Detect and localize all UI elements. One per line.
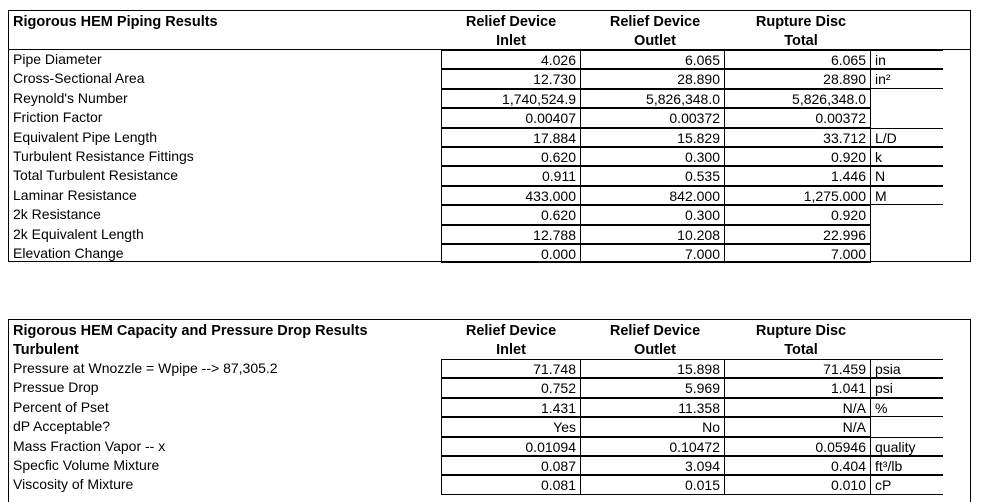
total-value: 0.404 — [725, 456, 871, 475]
row-label: Equivalent Pipe Length — [13, 128, 157, 145]
piping-col1-header: Relief Device Inlet — [465, 14, 557, 49]
row-label: dP Acceptable? — [13, 418, 111, 435]
capacity-col3-header: Rupture Disc Total — [755, 323, 847, 358]
inlet-value: 12.788 — [441, 225, 581, 244]
outlet-value: 10.208 — [581, 225, 725, 244]
total-value: 71.459 — [725, 359, 871, 378]
row-label: Percent of Pset — [13, 398, 109, 415]
total-value: 1.446 — [725, 166, 871, 185]
inlet-value: 433.000 — [441, 186, 581, 205]
row-label: Pressue Drop — [13, 379, 99, 396]
row-label: Reynold's Number — [13, 89, 128, 106]
unit-label: ft³/lb — [871, 456, 943, 475]
table-row — [9, 378, 970, 397]
piping-col3-header: Rupture Disc Total — [755, 14, 847, 49]
table-row — [9, 50, 970, 69]
total-value: 6.065 — [725, 50, 871, 69]
outlet-value: 7.000 — [581, 244, 725, 263]
total-value: 0.010 — [725, 475, 871, 494]
total-value: 5,826,348.0 — [725, 89, 871, 108]
table-row — [9, 166, 970, 185]
table-row — [9, 417, 970, 436]
piping-title: Rigorous HEM Piping Results — [13, 14, 218, 30]
row-label: 2k Resistance — [13, 206, 101, 223]
total-value: 22.996 — [725, 225, 871, 244]
outlet-value: 15.829 — [581, 128, 725, 147]
outlet-value: 28.890 — [581, 69, 725, 88]
row-label: Elevation Change — [13, 245, 124, 261]
inlet-value: 0.620 — [441, 205, 581, 224]
capacity-results-table — [8, 319, 971, 502]
outlet-value: 3.094 — [581, 456, 725, 475]
row-label: Pipe Diameter — [13, 51, 102, 67]
outlet-value: 842.000 — [581, 186, 725, 205]
total-value: 1.041 — [725, 378, 871, 397]
outlet-value: 0.300 — [581, 205, 725, 224]
total-value: N/A — [725, 398, 871, 417]
inlet-value: 17.884 — [441, 128, 581, 147]
row-label: Turbulent Resistance Fittings — [13, 148, 194, 164]
piping-col2-header: Relief Device Outlet — [609, 14, 701, 49]
piping-results-table — [8, 10, 971, 262]
inlet-value: 0.087 — [441, 456, 581, 475]
inlet-value: 12.730 — [441, 69, 581, 88]
total-value: 28.890 — [725, 69, 871, 88]
outlet-value: 6.065 — [581, 50, 725, 69]
row-label: Specfic Volume Mixture — [13, 457, 160, 473]
table-row — [9, 69, 970, 88]
inlet-value: 0.081 — [441, 475, 581, 494]
outlet-value: 11.358 — [581, 398, 725, 417]
table-row — [9, 437, 970, 456]
outlet-value: 0.300 — [581, 147, 725, 166]
unit-label: M — [871, 186, 943, 205]
row-label: Friction Factor — [13, 109, 103, 126]
inlet-value: Yes — [441, 417, 581, 436]
inlet-value: 1,740,524.9 — [441, 89, 581, 108]
inlet-value: 1.431 — [441, 398, 581, 417]
capacity-title: Rigorous HEM Capacity and Pressure Drop Results — [13, 323, 368, 339]
inlet-value: 0.00407 — [441, 108, 581, 127]
unit-label: psi — [871, 378, 943, 397]
total-value: 0.920 — [725, 205, 871, 224]
inlet-value: 0.620 — [441, 147, 581, 166]
unit-label: L/D — [871, 128, 943, 147]
table-row — [9, 225, 970, 244]
outlet-value: 15.898 — [581, 359, 725, 378]
outlet-value: 0.535 — [581, 166, 725, 185]
inlet-value: 0.000 — [441, 244, 581, 263]
total-value: N/A — [725, 417, 871, 436]
table-row — [9, 475, 970, 494]
inlet-value: 71.748 — [441, 359, 581, 378]
total-value: 1,275.000 — [725, 186, 871, 205]
table-row — [9, 128, 970, 147]
unit-label: N — [871, 166, 943, 185]
capacity-subtitle: Turbulent — [13, 342, 79, 358]
row-label: Total Turbulent Resistance — [13, 167, 178, 184]
outlet-value: 5.969 — [581, 378, 725, 397]
inlet-value: 0.911 — [441, 166, 581, 185]
unit-label: cP — [871, 475, 943, 494]
unit-label: psia — [871, 359, 943, 378]
row-label: Laminar Resistance — [13, 186, 137, 203]
outlet-value: 0.015 — [581, 475, 725, 494]
table-row — [9, 205, 970, 224]
row-label: Pressure at Wnozzle = Wpipe --> 87,305.2 — [13, 360, 278, 376]
unit-label: in² — [871, 69, 943, 88]
table-row — [9, 359, 970, 378]
outlet-value: 5,826,348.0 — [581, 89, 725, 108]
total-value: 33.712 — [725, 128, 871, 147]
outlet-value: 0.10472 — [581, 437, 725, 456]
table-row — [9, 108, 970, 127]
table-row — [9, 456, 970, 475]
total-value: 0.00372 — [725, 108, 871, 127]
total-value: 0.920 — [725, 147, 871, 166]
row-label: 2k Equivalent Length — [13, 225, 144, 242]
inlet-value: 0.01094 — [441, 437, 581, 456]
unit-label: k — [871, 147, 943, 166]
total-value: 0.05946 — [725, 437, 871, 456]
unit-label: in — [871, 50, 943, 69]
table-row — [9, 147, 970, 166]
unit-label: quality — [871, 437, 943, 456]
outlet-value: No — [581, 417, 725, 436]
row-label: Viscosity of Mixture — [13, 476, 134, 493]
table-row — [9, 89, 970, 108]
capacity-col1-header: Relief Device Inlet — [465, 323, 557, 358]
inlet-value: 0.752 — [441, 378, 581, 397]
table-row — [9, 398, 970, 417]
table-row — [9, 244, 970, 263]
row-label: Mass Fraction Vapor -- x — [13, 437, 166, 454]
inlet-value: 4.026 — [441, 50, 581, 69]
outlet-value: 0.00372 — [581, 108, 725, 127]
capacity-col2-header: Relief Device Outlet — [609, 323, 701, 358]
table-row — [9, 186, 970, 205]
unit-label: % — [871, 398, 943, 417]
total-value: 7.000 — [725, 244, 871, 263]
row-label: Cross-Sectional Area — [13, 70, 145, 87]
